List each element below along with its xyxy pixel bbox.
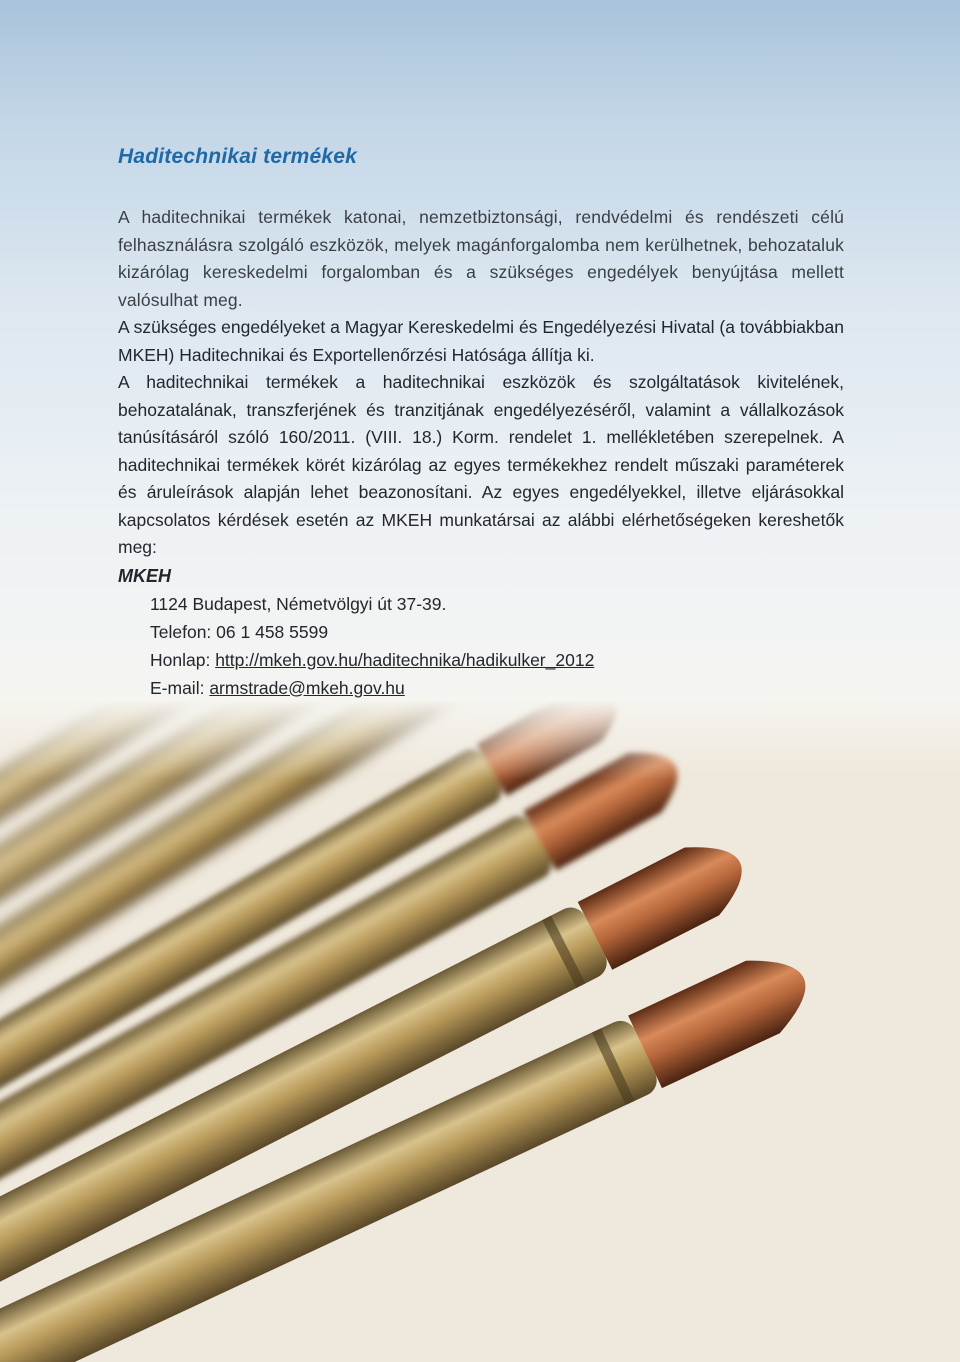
permit-paragraph: A szükséges engedélyeket a Magyar Kereskedelmi és Engedélyezési Hivatal (a továbbiakban MKEH) Haditechnikai és Exportellenőrzési Hatósága állítja ki. xyxy=(118,317,844,365)
contact-org: MKEH xyxy=(118,565,171,586)
email-label: E-mail: xyxy=(150,677,205,698)
intro-paragraph: A haditechnikai termékek katonai, nemzetbiztonsági, rendvédelmi és rendészeti célú felhasználásra szolgáló eszközök, melyek magánforgalomba nem kerülhetnek, behozataluk kizárólag kereskedelmi forgalomban és a szükséges engedélyek benyújtása mellett valósulhat meg. xyxy=(118,207,844,310)
page-title: Haditechnikai termékek xyxy=(118,145,358,168)
ammunition-photo xyxy=(0,700,960,1362)
contact-email-row xyxy=(150,674,844,702)
contact-address: 1124 Budapest, Németvölgyi út 37-39. xyxy=(150,593,447,614)
email-link[interactable]: armstrade@mkeh.gov.hu xyxy=(209,677,405,698)
web-label: Honlap: xyxy=(150,649,211,670)
contact-phone-row xyxy=(150,618,844,646)
phone-label: Telefon: xyxy=(150,621,212,642)
contact-web-row xyxy=(150,646,844,674)
phone-number: 06 1 458 5599 xyxy=(216,621,329,642)
contact-details xyxy=(150,590,844,702)
web-link[interactable]: http://mkeh.gov.hu/haditechnika/hadikulker_2012 xyxy=(215,649,595,670)
text-block xyxy=(118,140,844,702)
regulation-paragraph: A haditechnikai termékek a haditechnikai eszközök és szolgáltatások kivitelének, behozatalának, transzferjének és tranzitjának engedélyezéséről, valamint a vállalkozások tanúsításáról szóló 160/2011. (VIII. 18.) Korm. rendelet 1. mellékletében szerepelnek. A haditechnikai termékek körét kizárólag az egyes termékekhez rendelt műszaki paraméterek és áruleírások alapján lehet beazonosítani. Az egyes engedélyekkel, illetve eljárásokkal kapcsolatos kérdések esetén az MKEH munkatársai az alábbi elérhetőségeken kereshetők meg: xyxy=(118,372,844,557)
